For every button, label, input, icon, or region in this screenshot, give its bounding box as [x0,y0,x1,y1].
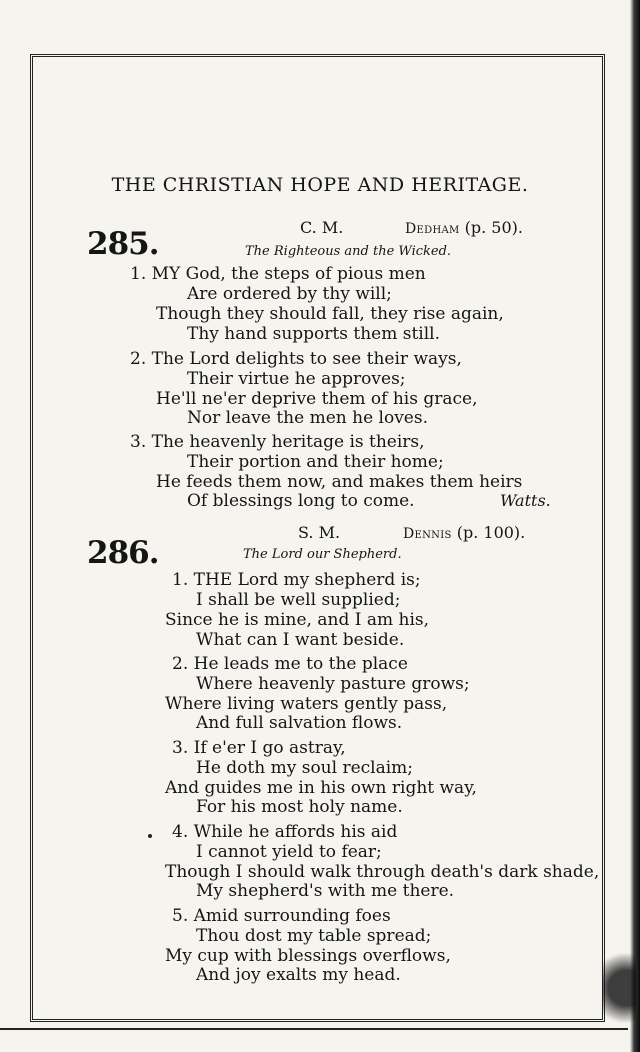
book-spine-edge [630,0,640,1052]
verse-line: 3. The heavenly heritage is theirs, [130,432,425,452]
verse-line: Their portion and their home; [187,452,444,472]
verse-line: My cup with blessings overflows, [165,946,451,966]
page-stain [602,934,636,1024]
hymn-subtitle: The Lord our Shepherd. [243,547,402,562]
hymn-meter: C. M. [300,218,344,237]
verse-line: He feeds them now, and makes them heirs [156,472,523,492]
verse-line: Where heavenly pasture grows; [196,674,470,694]
hymn-number: 286. [87,535,159,571]
verse-line: Thy hand supports them still. [187,324,441,344]
verse-line: He'll ne'er deprive them of his grace, [156,389,478,409]
verse-line: Thou dost my table spread; [196,926,432,946]
bottom-rule [0,1028,628,1030]
hymn-author: Watts. [500,491,551,510]
hymn-meter: S. M. [298,523,341,542]
hymn-number: 285. [87,226,159,262]
verse-line: 4. While he affords his aid [172,822,398,842]
verse-line: I shall be well supplied; [196,590,401,610]
verse-line: My shepherd's with me there. [196,881,455,901]
verse-line: And full salvation flows. [196,713,403,733]
tune-name: Dedham [405,221,460,237]
verse-line: Though I should walk through death's dark shade, [165,862,600,882]
ink-dot [148,834,152,838]
verse-line: Since he is mine, and I am his, [165,610,430,630]
verse-line: Their virtue he approves; [187,369,406,389]
verse-line: 3. If e'er I go astray, [172,738,346,758]
verse-line: He doth my soul reclaim; [196,758,414,778]
verse-line: For his most holy name. [196,797,403,817]
verse-line: And guides me in his own right way, [165,778,477,798]
verse-line: I cannot yield to fear; [196,842,382,862]
tune-name: Dennis [403,526,452,542]
verse-line: 1. MY God, the steps of pious men [130,264,426,284]
verse-line: Where living waters gently pass, [165,694,448,714]
verse-line: 5. Amid surrounding foes [172,906,391,926]
verse-line: Nor leave the men he loves. [187,408,428,428]
hymn-tune [403,523,525,542]
verse-line: And joy exalts my head. [196,965,401,985]
verse-line: 1. THE Lord my shepherd is; [172,570,421,590]
verse-line: 2. He leads me to the place [172,654,408,674]
verse-line: Though they should fall, they rise again, [156,304,504,324]
hymn-subtitle: The Righteous and the Wicked. [245,244,452,259]
verse-line: Of blessings long to come. [187,491,415,511]
page-title: THE CHRISTIAN HOPE AND HERITAGE. [111,174,529,196]
verse-line: Are ordered by thy will; [187,284,392,304]
tune-page-ref: (p. 100). [456,523,526,542]
verse-line: What can I want beside. [196,630,405,650]
verse-line: 2. The Lord delights to see their ways, [130,349,462,369]
hymn-tune [405,218,523,237]
tune-page-ref: (p. 50). [464,218,523,237]
